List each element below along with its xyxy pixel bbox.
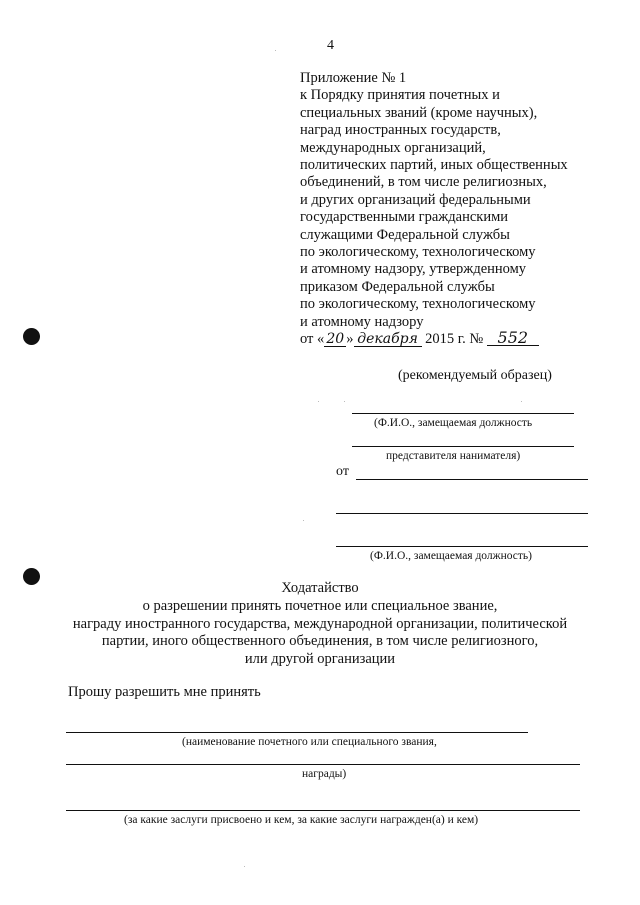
- approval-date-line: [300, 328, 568, 348]
- appendix-line: по экологическому, технологическому: [300, 244, 536, 261]
- appendix-line: приказом Федеральной службы: [300, 278, 495, 295]
- appendix-line: и атомному надзору: [300, 313, 424, 330]
- sample-note: (рекомендуемый образец): [398, 368, 552, 383]
- title-line: партии, иного общественного объединения, в том числе религиозного,: [101, 633, 539, 650]
- punch-hole-bottom: [23, 568, 40, 585]
- from-line-1: [356, 479, 588, 480]
- page-number: 4: [327, 38, 334, 53]
- award-name-caption: (наименование почетного или специального звания,: [182, 736, 437, 748]
- addressee-caption-1: (Ф.И.О., замещаемая должность: [374, 417, 533, 429]
- addressee-line-1: [352, 413, 574, 414]
- appendix-line: Приложение № 1: [300, 70, 407, 86]
- addressee-line-2: [352, 446, 574, 447]
- award-name-caption-2: награды): [302, 768, 347, 780]
- punch-hole-top: [23, 328, 40, 345]
- merits-caption: (за какие заслуги присвоено и кем, за какие заслуги награжден(а) и кем): [124, 814, 479, 826]
- title-line: или другой организации: [244, 651, 396, 668]
- handwritten-month: декабря: [354, 332, 422, 347]
- appendix-line: объединений, в том числе религиозных,: [300, 174, 547, 191]
- appendix-header: [300, 70, 568, 349]
- date-prefix: от «: [300, 331, 325, 348]
- title-heading: Ходатайство: [281, 580, 359, 596]
- date-year: 2015 г. №: [425, 331, 484, 348]
- appendix-line: государственными гражданскими: [300, 209, 509, 226]
- award-name-line-2: [66, 764, 580, 765]
- appendix-line: к Порядку принятия почетных и: [300, 87, 500, 104]
- petition-title: [40, 580, 600, 669]
- from-line-3: [336, 546, 588, 547]
- from-line-2: [336, 513, 588, 514]
- appendix-line: и атомному надзору, утвержденному: [300, 261, 527, 278]
- handwritten-day: 20: [324, 332, 346, 347]
- from-label: от: [336, 464, 349, 479]
- appendix-line: по экологическому, технологическому: [300, 296, 536, 313]
- appendix-line: специальных званий (кроме научных),: [300, 104, 538, 121]
- title-line: о разрешении принять почетное или специальное звание,: [142, 597, 498, 614]
- appendix-line: служащими Федеральной службы: [300, 226, 510, 243]
- appendix-line: международных организаций,: [300, 139, 486, 156]
- appendix-line: политических партий, иных общественных: [300, 157, 568, 174]
- request-text: Прошу разрешить мне принять: [68, 684, 261, 700]
- addressee-caption-2: представителя нанимателя): [386, 450, 521, 462]
- title-line: награду иностранного государства, международной организации, политической: [72, 615, 568, 632]
- merits-line: [66, 810, 580, 811]
- handwritten-order-number: 552: [487, 331, 539, 346]
- appendix-line: наград иностранных государств,: [300, 122, 501, 139]
- award-name-line: [66, 732, 528, 733]
- from-caption: (Ф.И.О., замещаемая должность): [370, 550, 532, 562]
- appendix-line: и других организаций федеральными: [300, 191, 531, 208]
- date-mid: »: [346, 331, 354, 348]
